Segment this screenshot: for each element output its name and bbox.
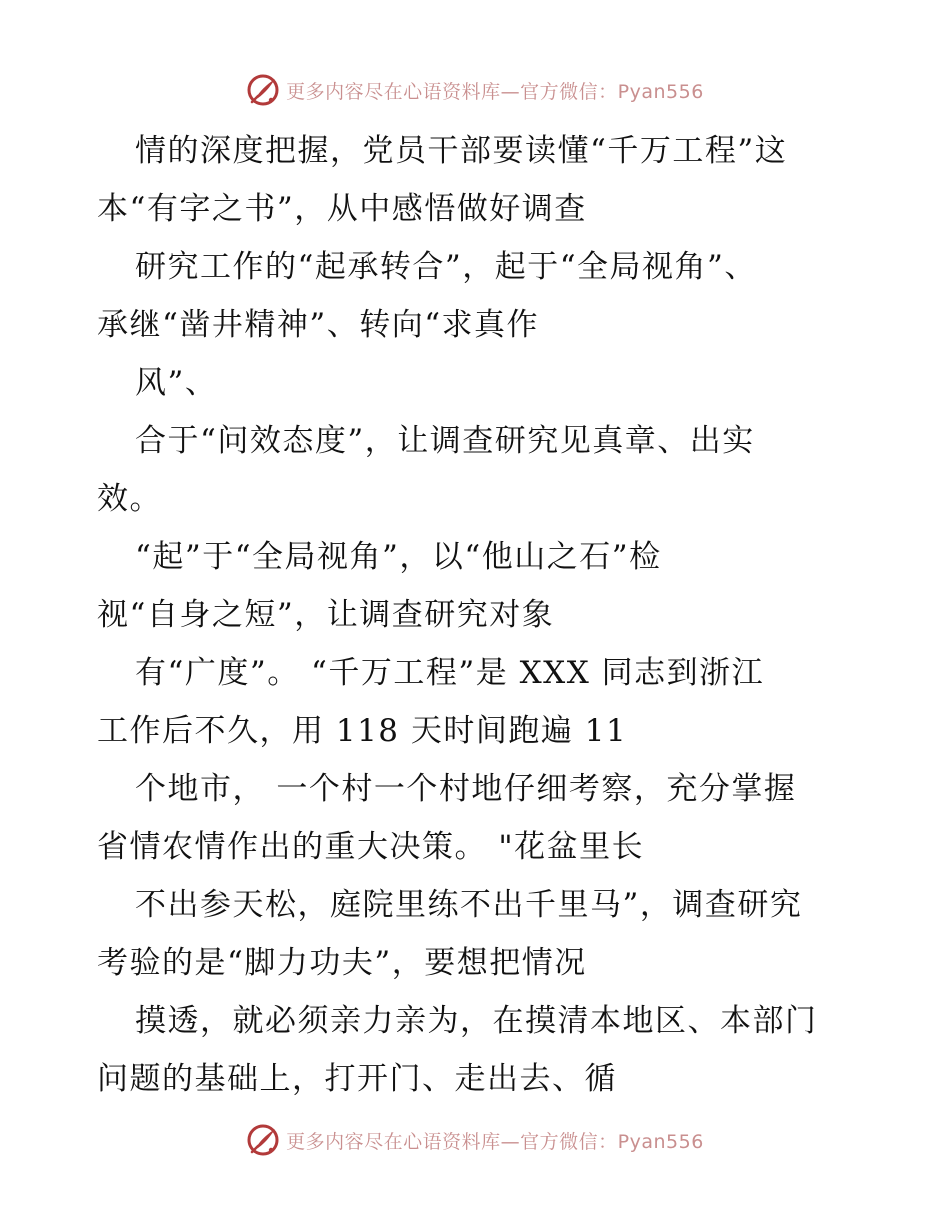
text-line: 摸透，就必须亲力亲为，在摸清本地区、本部门	[135, 1003, 818, 1039]
text-line: 不出参天松，庭院里练不出千里马”，调查研究	[135, 887, 803, 923]
text-line: 本“有字之书”，从中感悟做好调查	[97, 191, 587, 227]
text-line: 视“自身之短”，让调查研究对象	[97, 597, 555, 633]
text-line: 效。	[97, 481, 162, 517]
feather-pen-logo-icon	[246, 73, 280, 107]
text-line: 有“广度”。 “千万工程”是 XXX 同志到浙江	[135, 655, 765, 691]
text-line: 省情农情作出的重大决策。 "花盆里长	[97, 829, 645, 865]
text-line: 问题的基础上，打开门、走出去、循	[97, 1061, 617, 1097]
text-line: 合于“问效态度”，让调查研究见真章、出实	[135, 423, 755, 459]
text-line: 情的深度把握，党员干部要读懂“千万工程”这	[135, 133, 788, 169]
text-line: 工作后不久，用 118 天时间跑遍 11	[97, 713, 628, 749]
text-line: 承继“凿井精神”、转向“求真作	[97, 307, 540, 343]
text-line: 考验的是“脚力功夫”，要想把情况	[97, 945, 587, 981]
text-line: 个地市， 一个村一个村地仔细考察，充分掌握	[135, 771, 797, 807]
body-text	[97, 122, 867, 1108]
text-line: 风”、	[135, 365, 218, 401]
header-watermark	[0, 70, 950, 110]
feather-pen-logo-icon	[246, 1123, 280, 1157]
footer-watermark	[0, 1120, 950, 1160]
text-line: “起”于“全局视角”，以“他山之石”检	[135, 539, 662, 575]
footer-watermark-text: 更多内容尽在心语资料库—官方微信：Pyan556	[286, 1130, 704, 1153]
header-watermark-text: 更多内容尽在心语资料库—官方微信：Pyan556	[286, 80, 704, 103]
text-line: 研究工作的“起承转合”，起于“全局视角”、	[135, 249, 757, 285]
